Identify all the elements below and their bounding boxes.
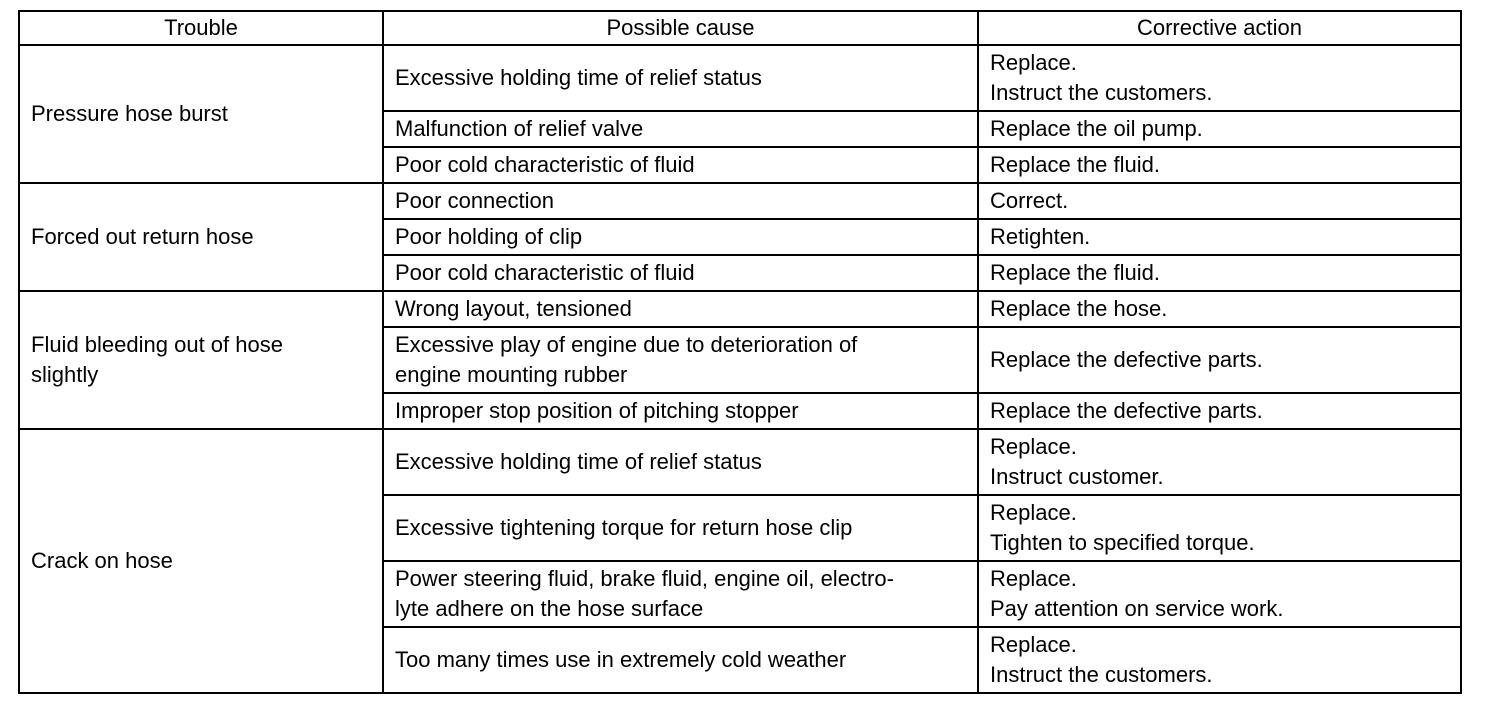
cause-text: Excessive holding time of relief status (395, 65, 762, 90)
cause-cell (383, 393, 978, 429)
cause-text: Poor cold characteristic of fluid (395, 260, 695, 285)
table-row (19, 183, 1461, 219)
cause-text: Excessive play of engine due to deterioration of (395, 332, 858, 357)
table-row (19, 429, 1461, 495)
cause-cell (383, 111, 978, 147)
action-cell (978, 183, 1461, 219)
cause-cell (383, 495, 978, 561)
table-header (19, 11, 1461, 45)
action-text: Instruct the customers. (990, 662, 1213, 687)
cause-text: Wrong layout, tensioned (395, 296, 632, 321)
action-cell (978, 147, 1461, 183)
action-text: Replace the oil pump. (990, 116, 1203, 141)
cause-text: Excessive holding time of relief status (395, 449, 762, 474)
cause-cell (383, 45, 978, 111)
cause-text: Improper stop position of pitching stopper (395, 398, 799, 423)
cause-cell (383, 255, 978, 291)
trouble-text: slightly (31, 362, 99, 387)
cause-cell (383, 327, 978, 393)
trouble-cell (19, 429, 383, 693)
action-cell (978, 327, 1461, 393)
action-text: Replace the fluid. (990, 152, 1160, 177)
cause-text: Poor holding of clip (395, 224, 583, 249)
cause-text: engine mounting rubber (395, 362, 628, 387)
action-cell (978, 429, 1461, 495)
header-row (19, 11, 1461, 45)
cause-cell (383, 429, 978, 495)
action-text: Replace the defective parts. (990, 398, 1263, 423)
action-cell (978, 561, 1461, 627)
action-cell (978, 255, 1461, 291)
cause-text: lyte adhere on the hose surface (395, 596, 704, 621)
cause-cell (383, 147, 978, 183)
cause-text: Poor cold characteristic of fluid (395, 152, 695, 177)
action-cell (978, 45, 1461, 111)
header-trouble: Trouble (19, 11, 383, 45)
cause-cell (383, 627, 978, 693)
trouble-cell (19, 45, 383, 183)
action-text: Correct. (990, 188, 1069, 213)
action-text: Replace the fluid. (990, 260, 1160, 285)
trouble-table (18, 10, 1462, 694)
table-row (19, 45, 1461, 111)
action-text: Pay attention on service work. (990, 596, 1284, 621)
action-text: Instruct the customers. (990, 80, 1213, 105)
cause-cell (383, 561, 978, 627)
action-text: Replace the defective parts. (990, 347, 1263, 372)
trouble-text: Forced out return hose (31, 224, 254, 249)
action-text: Instruct customer. (990, 464, 1164, 489)
cause-cell (383, 219, 978, 255)
trouble-text: Pressure hose burst (31, 101, 228, 126)
cause-text: Malfunction of relief valve (395, 116, 644, 141)
action-cell (978, 495, 1461, 561)
trouble-cell (19, 183, 383, 291)
cause-text: Excessive tightening torque for return hose clip (395, 515, 853, 540)
action-cell (978, 111, 1461, 147)
action-text: Retighten. (990, 224, 1091, 249)
table-row (19, 291, 1461, 327)
action-text: Replace. (990, 434, 1077, 459)
cause-cell (383, 291, 978, 327)
action-text: Replace. (990, 50, 1077, 75)
action-text: Tighten to specified torque. (990, 530, 1255, 555)
cause-text: Too many times use in extremely cold weather (395, 647, 847, 672)
action-cell (978, 219, 1461, 255)
header-corrective-action: Corrective action (978, 11, 1461, 45)
action-text: Replace. (990, 566, 1077, 591)
action-cell (978, 627, 1461, 693)
trouble-text: Crack on hose (31, 548, 173, 573)
action-cell (978, 393, 1461, 429)
table-body (19, 45, 1461, 693)
action-text: Replace. (990, 500, 1077, 525)
cause-cell (383, 183, 978, 219)
cause-text: Power steering fluid, brake fluid, engine oil, electro- (395, 566, 894, 591)
action-text: Replace. (990, 632, 1077, 657)
header-possible-cause: Possible cause (383, 11, 978, 45)
trouble-text: Fluid bleeding out of hose (31, 332, 283, 357)
trouble-cell (19, 291, 383, 429)
action-text: Replace the hose. (990, 296, 1168, 321)
action-cell (978, 291, 1461, 327)
cause-text: Poor connection (395, 188, 554, 213)
